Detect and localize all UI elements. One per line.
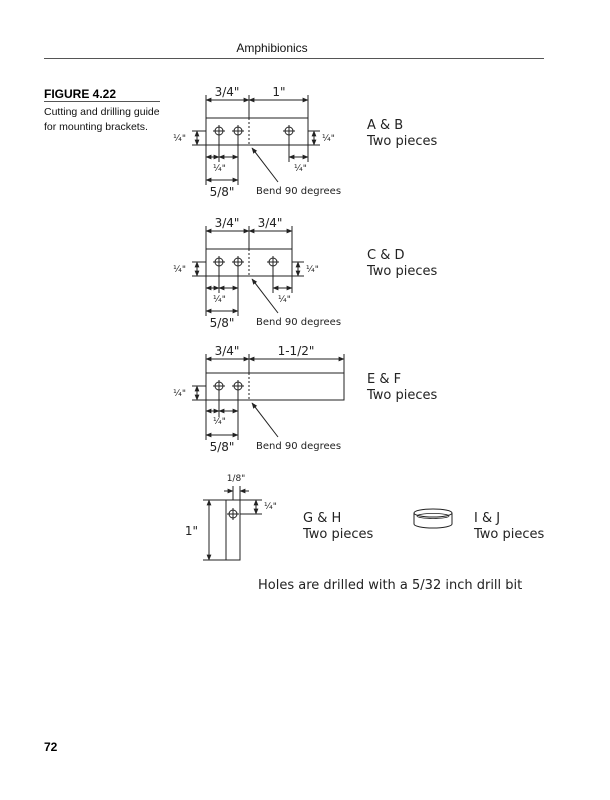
gh-width-top: 1/8": [226, 474, 246, 484]
gh-hole-edge: ¼": [264, 502, 277, 512]
cd-hole-spacing-left: ¼": [213, 295, 226, 305]
cd-hole-edge-right: ¼": [306, 265, 319, 275]
ef-dim-left: 3/4": [214, 344, 240, 358]
ab-hole-edge-left: ¼": [173, 134, 186, 144]
ab-width-bottom: 5/8": [209, 185, 235, 199]
gh-name: G & H: [303, 511, 342, 526]
ef-hole-spacing-left: ¼": [213, 417, 226, 427]
cd-hole-edge-left: ¼": [173, 265, 186, 275]
cd-bend-label: Bend 90 degrees: [256, 317, 342, 328]
cd-dim-left: 3/4": [214, 216, 240, 230]
figure-label: FIGURE 4.22: [44, 87, 117, 101]
ab-bend-label: Bend 90 degrees: [256, 186, 342, 197]
ab-dim-right: 1": [272, 85, 286, 99]
bracket-ef: [192, 354, 344, 440]
cd-dim-right: 3/4": [257, 216, 283, 230]
cd-width-bottom: 5/8": [209, 316, 235, 330]
bracket-gh-labels: [185, 474, 374, 542]
ab-hole-spacing-left: ¼": [213, 164, 226, 174]
ef-name: E & F: [367, 372, 402, 387]
ef-bend-label: Bend 90 degrees: [256, 441, 342, 452]
drill-note: Holes are drilled with a 5/32 inch drill bit: [258, 578, 523, 593]
bracket-ef-labels: [173, 344, 437, 454]
ab-name: A & B: [367, 118, 404, 133]
ij-qty: Two pieces: [474, 527, 545, 542]
cd-hole-spacing-right: ¼": [278, 295, 291, 305]
gh-qty: Two pieces: [303, 527, 374, 542]
page-number: 72: [44, 740, 58, 754]
bracket-ab-labels: [173, 85, 437, 199]
gh-length: 1": [184, 524, 198, 538]
ef-width-bottom: 5/8": [209, 440, 235, 454]
ab-hole-edge-right: ¼": [322, 134, 335, 144]
ab-dim-left: 3/4": [214, 85, 240, 99]
ab-qty: Two pieces: [367, 134, 438, 149]
ef-qty: Two pieces: [367, 388, 438, 403]
bracket-gh: [203, 486, 262, 560]
bracket-ef-outline: [206, 373, 344, 400]
ij-name: I & J: [474, 511, 501, 526]
figure-caption: Cutting and drilling guide for mounting brackets.: [44, 106, 160, 133]
ring-ij: [414, 509, 452, 528]
ab-hole-spacing-right: ¼": [294, 164, 307, 174]
ef-hole-edge-left: ¼": [173, 389, 186, 399]
bracket-cd-labels: [173, 216, 437, 330]
ef-dim-right: 1-1/2": [277, 344, 315, 358]
running-header: Amphibionics: [236, 41, 308, 55]
cd-qty: Two pieces: [367, 264, 438, 279]
cd-name: C & D: [367, 248, 405, 263]
ring-ij-labels: [473, 511, 545, 542]
